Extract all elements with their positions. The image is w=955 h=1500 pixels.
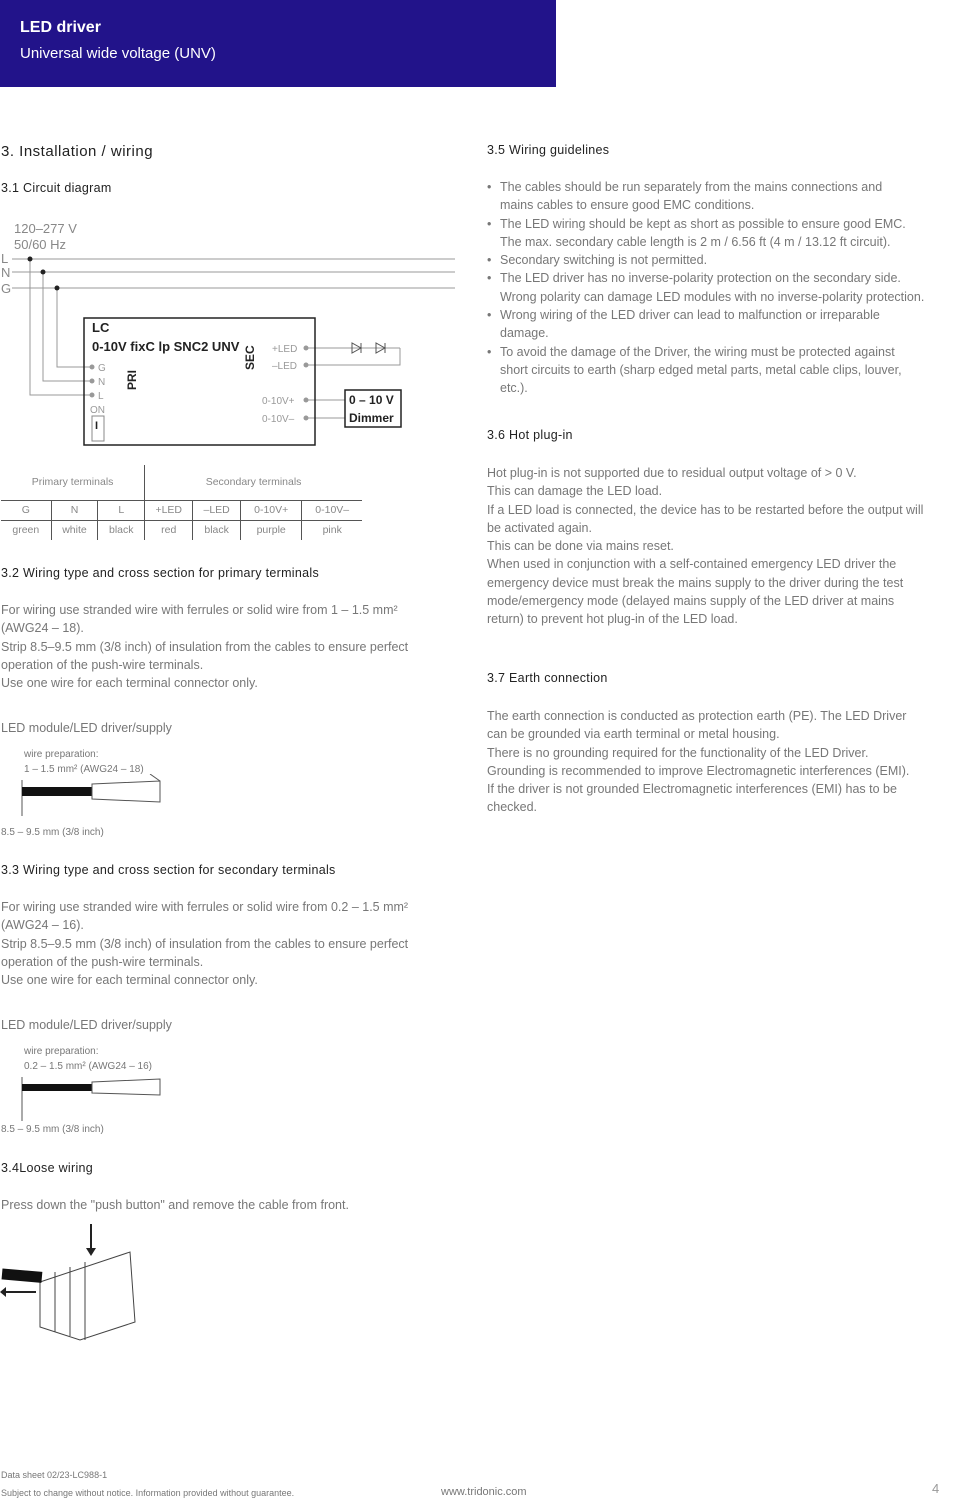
footer-url[interactable]: www.tridonic.com	[441, 1486, 527, 1498]
wire-preparation-icon	[0, 774, 170, 826]
supply-frequency: 50/60 Hz	[14, 237, 67, 252]
line-label-l: L	[1, 251, 9, 266]
loose-wiring-text: Press down the "push button" and remove the cable from front.	[1, 1198, 349, 1212]
svg-text:0-10V+: 0-10V+	[262, 396, 295, 407]
svg-text:0 – 10 V: 0 – 10 V	[349, 393, 394, 407]
svg-text:+LED: +LED	[272, 344, 298, 355]
line-label-g: G	[1, 281, 12, 296]
loose-wiring-title: 3.4Loose wiring	[1, 1161, 94, 1175]
secondary-wiring-title: 3.3 Wiring type and cross section for secondary terminals	[1, 863, 336, 877]
push-terminal-illustration	[0, 1222, 140, 1347]
secondary-wiring-text: For wiring use stranded wire with ferrules or solid wire from 0.2 – 1.5 mm² (AWG24 – 16). Strip 8.5–9.5 mm (3/8 inch) of insulation from the cables to ensure perfect operation of the push-wire terminals. Use one wire for each terminal connector only.	[1, 900, 409, 988]
circuit-diagram-title: 3.1 Circuit diagram	[1, 181, 112, 195]
primary-wiring-text: For wiring use stranded wire with ferrules or solid wire from 1 – 1.5 mm² (AWG24 – 18). Strip 8.5–9.5 mm (3/8 inch) of insulation from the cables to ensure perfect operation of the push-wire terminals. Use one wire for each terminal connector only.	[1, 603, 409, 691]
header-banner	[0, 0, 556, 87]
list-item: • Secondary switching is not permitted.	[487, 251, 924, 269]
earth-connection-title: 3.7 Earth connection	[487, 671, 608, 685]
hot-plug-title: 3.6 Hot plug-in	[487, 428, 573, 442]
svg-text:–LED: –LED	[272, 361, 298, 372]
footer-disclaimer: Subject to change without notice. Information provided without guarantee.	[1, 1488, 295, 1498]
wiring-guidelines-title: 3.5 Wiring guidelines	[487, 143, 610, 157]
section-title: 3. Installation / wiring	[1, 143, 154, 160]
terminal-color-table: Primary terminals Secondary terminals G N L +LED –LED 0-10V+ 0-10V– green white black red black purple pink	[1, 465, 362, 540]
strip-length: 8.5 – 9.5 mm (3/8 inch)	[1, 827, 104, 838]
pri-label: PRI	[125, 369, 139, 390]
wire-prep-value: 1 – 1.5 mm² (AWG24 – 18)	[24, 764, 144, 775]
svg-text:Dimmer: Dimmer	[349, 411, 394, 425]
wire-prep-value: 0.2 – 1.5 mm² (AWG24 – 16)	[24, 1061, 153, 1072]
wiring-guidelines-list	[487, 178, 924, 398]
device-label: LC	[92, 320, 110, 335]
page-number: 4	[932, 1481, 940, 1496]
list-item: • The cables should be run separately from the mains connections and mains cables to ensure good EMC conditions.	[487, 178, 924, 215]
driver-box	[84, 318, 315, 445]
list-item: • To avoid the damage of the Driver, the wiring must be protected against short circuits to earth (sharp edged metal parts, metal cable clips, louver, etc.).	[487, 343, 924, 398]
svg-text:G: G	[98, 363, 106, 374]
device-model: 0-10V fixC lp SNC2 UNV	[92, 339, 240, 354]
earth-connection-text: The earth connection is conducted as protection earth (PE). The LED Driver can be grounded via earth terminal or metal housing. There is no grounding required for the functionality of the LED Driver. Grounding is recommended to improve Electromagnetic interferences (EMI). If the driver is not grounded Electromagnetic interferences (EMI) has to be checked.	[487, 709, 910, 815]
footer-doc-id: Data sheet 02/23-LC988-1	[1, 1470, 108, 1480]
wire-prep-label: wire preparation:	[24, 1046, 99, 1057]
wire-preparation-icon	[0, 1071, 170, 1123]
header-title: LED driver	[20, 19, 101, 36]
primary-wiring-title: 3.2 Wiring type and cross section for primary terminals	[1, 566, 319, 580]
list-item: • The LED driver has no inverse-polarity protection on the secondary side. Wrong polarity can damage LED modules with no inverse-polarity protection.	[487, 269, 924, 306]
svg-text:I: I	[95, 420, 99, 432]
list-item: • Wrong wiring of the LED driver can lead to malfunction or irreparable damage.	[487, 306, 924, 343]
list-item: • The LED wiring should be kept as short as possible to ensure good EMC. The max. secondary cable length is 2 m / 6.56 ft (4 m / 13.12 ft circuit).	[487, 215, 924, 252]
header-subtitle: Universal wide voltage (UNV)	[20, 45, 216, 62]
hot-plug-text: Hot plug-in is not supported due to residual output voltage of > 0 V. This can damage the LED load. If a LED load is connected, the device has to be restarted before the output will be activated again. This can be done via mains reset. When used in conjunction with a self-contained emergency LED driver the emergency device must break the mains supply to the driver during the test mode/emergency mode (delayed mains supply of the LED driver at mains return) to prevent hot plug-in of the LED load.	[487, 466, 924, 627]
line-label-n: N	[1, 265, 11, 280]
secondary-caption: LED module/LED driver/supply	[1, 1018, 172, 1032]
strip-length: 8.5 – 9.5 mm (3/8 inch)	[1, 1124, 104, 1135]
circuit-diagram	[0, 215, 460, 450]
primary-caption: LED module/LED driver/supply	[1, 721, 172, 735]
supply-voltage: 120–277 V	[14, 221, 77, 236]
svg-text:0-10V–: 0-10V–	[262, 414, 295, 425]
wire-prep-label: wire preparation:	[24, 749, 99, 760]
svg-text:N: N	[98, 377, 106, 388]
svg-text:L: L	[98, 391, 104, 402]
sec-label: SEC	[243, 345, 257, 370]
svg-text:ON: ON	[90, 405, 105, 416]
